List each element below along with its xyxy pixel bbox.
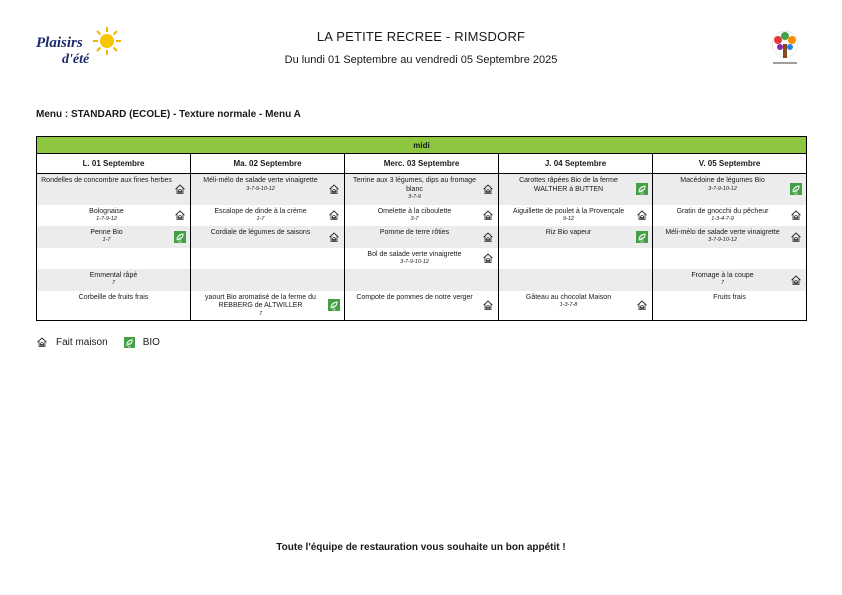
allergen-codes: 1-3-4-7-9 <box>711 216 734 222</box>
dish-name: Bolognaise <box>89 207 124 215</box>
allergen-codes: 3-7-9-10-12 <box>400 259 429 265</box>
menu-row <box>37 226 807 248</box>
dish-cell <box>499 205 653 226</box>
dish-cell <box>653 226 807 248</box>
allergen-codes: 3-7-9 <box>408 194 421 200</box>
dish-cell <box>191 226 345 248</box>
allergen-codes: 1-7-9-12 <box>96 216 117 222</box>
menu-row <box>37 205 807 226</box>
allergen-codes: 3-7-9-10-12 <box>708 237 737 243</box>
dish-cell <box>499 226 653 248</box>
dish-name: Penne Bio <box>90 228 123 236</box>
dish-cell <box>345 291 499 321</box>
dish-cell <box>37 205 191 226</box>
dish-cell <box>653 174 807 205</box>
dish-name: Gâteau au chocolat Maison <box>525 293 612 301</box>
dish-cell <box>37 226 191 248</box>
page-title: LA PETITE RECREE - RIMSDORF <box>316 29 526 44</box>
menu-table <box>36 136 807 321</box>
fait-maison-icon <box>636 209 648 221</box>
dish-cell <box>37 174 191 205</box>
dish-cell <box>37 269 191 291</box>
legend-bio <box>124 337 160 348</box>
fait-maison-icon <box>482 252 494 264</box>
dish-cell <box>191 174 345 205</box>
allergen-codes: 3-7-9-10-12 <box>708 185 737 192</box>
logo-text-line2: d'été <box>62 52 90 67</box>
dish-name: Méli-mélo de salade verte vinaigrette <box>665 228 780 236</box>
dish-name: Carottes râpées Bio de la ferme WALTHER à BUTTEN <box>519 177 618 193</box>
dish-name: Terrine aux 3 légumes, dips au fromage blanc <box>353 177 476 193</box>
dish-cell <box>499 291 653 321</box>
dish-name: Méli-mélo de salade verte vinaigrette <box>203 177 318 184</box>
day-header: V. 05 Septembre <box>653 154 807 174</box>
dish-name: Cordiale de légumes de saisons <box>210 228 311 236</box>
fait-maison-icon <box>636 299 648 311</box>
legend-bio-label: BIO <box>142 336 160 348</box>
bio-icon <box>636 183 648 195</box>
dish-cell <box>191 205 345 226</box>
dish-cell <box>191 269 345 291</box>
allergen-codes: 1-3-7-8 <box>559 302 578 308</box>
allergen-codes: 1-7 <box>256 216 265 222</box>
dish-name: Pomme de terre rôties <box>379 228 450 236</box>
bio-icon <box>790 183 802 195</box>
fait-maison-icon <box>328 183 340 195</box>
fait-maison-icon <box>482 183 494 195</box>
fait-maison-icon <box>174 183 186 195</box>
fait-maison-icon <box>790 231 802 243</box>
dish-name: Emmental râpé <box>89 271 138 279</box>
dish-name: Bol de salade verte vinaigrette <box>367 250 462 258</box>
bio-icon <box>636 231 648 243</box>
fait-maison-icon <box>790 274 802 286</box>
allergen-codes: 3-7 <box>410 216 419 222</box>
dish-name: Compote de pommes de notre verger <box>356 293 473 301</box>
dish-name: Gratin de gnocchi du pêcheur <box>676 207 769 215</box>
fait-maison-icon <box>790 209 802 221</box>
dish-cell <box>345 269 499 291</box>
date-range: Du lundi 01 Septembre au vendredi 05 Septembre 2025 <box>284 54 558 66</box>
fait-maison-icon <box>482 299 494 311</box>
bio-icon <box>328 299 340 311</box>
menu-row <box>37 291 807 321</box>
dish-cell <box>653 248 807 269</box>
fait-maison-icon <box>482 231 494 243</box>
dish-cell <box>191 291 345 321</box>
dish-name: Escalope de dinde à la crème <box>214 207 307 215</box>
dish-name: Omelette à la ciboulette <box>377 207 452 215</box>
allergen-codes: 7 <box>720 280 725 286</box>
dish-cell <box>345 205 499 226</box>
day-header: J. 04 Septembre <box>499 154 653 174</box>
bio-icon <box>174 231 186 243</box>
legend-fait-maison-label: Fait maison <box>56 336 108 348</box>
day-header: L. 01 Septembre <box>37 154 191 174</box>
dish-cell <box>499 269 653 291</box>
footer-message: Toute l'équipe de restauration vous souhaite un bon appétit ! <box>276 542 566 553</box>
allergen-codes: 7 <box>258 310 263 317</box>
dish-name: Corbeille de fruits frais <box>78 293 149 301</box>
dish-cell <box>37 248 191 269</box>
fait-maison-icon <box>328 231 340 243</box>
legend <box>36 336 176 348</box>
dish-cell <box>499 248 653 269</box>
bio-icon <box>124 337 135 348</box>
dish-cell <box>345 226 499 248</box>
dish-name: Riz Bio vapeur <box>545 228 592 236</box>
fait-maison-icon <box>328 209 340 221</box>
dish-name: Rondelles de concombre aux fines herbes <box>41 177 172 184</box>
dish-name: Fruits frais <box>713 293 746 301</box>
dish-name: Aiguillette de poulet à la Provençale <box>512 207 625 215</box>
day-header: Merc. 03 Septembre <box>345 154 499 174</box>
allergen-codes: 9-12 <box>562 216 574 222</box>
dish-cell <box>653 291 807 321</box>
dish-cell <box>653 269 807 291</box>
dish-cell <box>499 174 653 205</box>
dish-cell <box>345 174 499 205</box>
menu-row <box>37 174 807 205</box>
service-header: midi <box>37 137 807 154</box>
dish-name: Fromage à la coupe <box>691 271 754 279</box>
allergen-codes: 3-7-9-10-12 <box>246 185 275 192</box>
dish-name: yaourt Bio aromatisé de la ferme du REBBERG de ALTWILLER <box>205 293 316 309</box>
logo-text-line1: Plaisirs <box>36 35 83 51</box>
fait-maison-icon <box>482 209 494 221</box>
day-header: Ma. 02 Septembre <box>191 154 345 174</box>
allergen-codes: 7 <box>111 280 116 286</box>
allergen-codes: 1-7 <box>102 237 111 243</box>
dish-cell <box>191 248 345 269</box>
dish-name: Macédoine de légumes Bio <box>680 177 765 184</box>
menu-row <box>37 248 807 269</box>
menu-label: Menu : STANDARD (ECOLE) - Texture normale - Menu A <box>36 109 301 120</box>
dish-cell <box>345 248 499 269</box>
dish-cell <box>37 291 191 321</box>
menu-row <box>37 269 807 291</box>
dish-cell <box>653 205 807 226</box>
fait-maison-icon <box>36 336 48 348</box>
legend-fait-maison <box>36 336 108 348</box>
fait-maison-icon <box>174 209 186 221</box>
